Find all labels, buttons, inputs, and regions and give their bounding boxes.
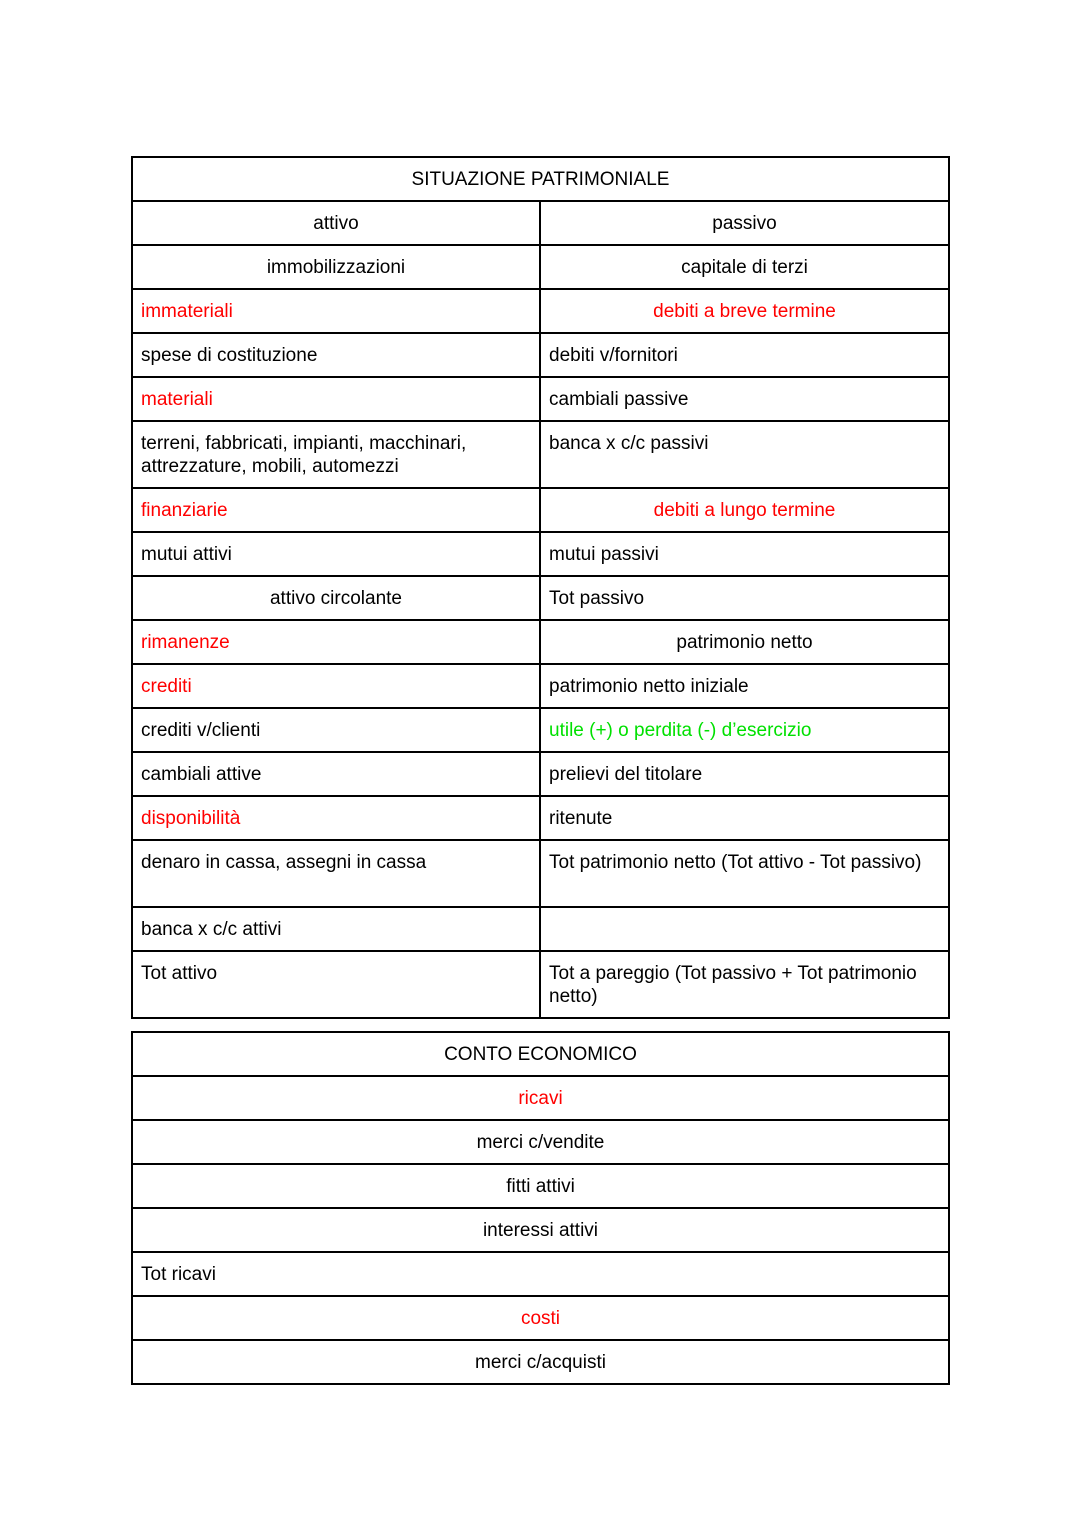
table-cell: ricavi <box>132 1076 949 1120</box>
table-row <box>132 1032 949 1076</box>
table-row <box>132 488 949 532</box>
table-cell: ritenute <box>540 796 949 840</box>
table-row <box>132 796 949 840</box>
table-cell: Tot ricavi <box>132 1252 949 1296</box>
table-cell: banca x c/c passivi <box>540 421 949 488</box>
table-row <box>132 1120 949 1164</box>
table-cell: fitti attivi <box>132 1164 949 1208</box>
table-row <box>132 1252 949 1296</box>
table-cell: prelievi del titolare <box>540 752 949 796</box>
table-row <box>132 421 949 488</box>
table-cell: immobilizzazioni <box>132 245 540 289</box>
table-row <box>132 289 949 333</box>
table-cell: patrimonio netto iniziale <box>540 664 949 708</box>
table-cell: Tot passivo <box>540 576 949 620</box>
table-cell: patrimonio netto <box>540 620 949 664</box>
table-row <box>132 907 949 951</box>
table-cell: finanziarie <box>132 488 540 532</box>
table-row <box>132 752 949 796</box>
table-row <box>132 1340 949 1384</box>
table-cell <box>540 907 949 951</box>
table-cell: immateriali <box>132 289 540 333</box>
table-row <box>132 157 949 201</box>
table-cell: crediti <box>132 664 540 708</box>
table-row <box>132 245 949 289</box>
table-cell: rimanenze <box>132 620 540 664</box>
table-cell: cambiali passive <box>540 377 949 421</box>
table-row <box>132 664 949 708</box>
table-cell: Tot a pareggio (Tot passivo + Tot patrimonio netto) <box>540 951 949 1018</box>
column-header-passivo: passivo <box>540 201 949 245</box>
table-row <box>132 840 949 907</box>
situazione-patrimoniale-table <box>131 156 950 1019</box>
table-row <box>132 333 949 377</box>
table-title: CONTO ECONOMICO <box>132 1032 949 1076</box>
table-row <box>132 1164 949 1208</box>
table-title: SITUAZIONE PATRIMONIALE <box>132 157 949 201</box>
table-cell: crediti v/clienti <box>132 708 540 752</box>
column-header-attivo: attivo <box>132 201 540 245</box>
table-cell: attivo circolante <box>132 576 540 620</box>
table-row <box>132 1208 949 1252</box>
table-row <box>132 576 949 620</box>
table-row <box>132 201 949 245</box>
table-cell: debiti a breve termine <box>540 289 949 333</box>
table-row <box>132 532 949 576</box>
table-cell: denaro in cassa, assegni in cassa <box>132 840 540 907</box>
table-row <box>132 377 949 421</box>
table-cell: Tot attivo <box>132 951 540 1018</box>
table-cell: debiti v/fornitori <box>540 333 949 377</box>
conto-economico-table <box>131 1031 950 1385</box>
table-row <box>132 1296 949 1340</box>
table-cell: costi <box>132 1296 949 1340</box>
table-cell: terreni, fabbricati, impianti, macchinari, attrezzature, mobili, automezzi <box>132 421 540 488</box>
table-cell: mutui passivi <box>540 532 949 576</box>
table-cell: utile (+) o perdita (-) d’esercizio <box>540 708 949 752</box>
table-cell: capitale di terzi <box>540 245 949 289</box>
table-cell: merci c/acquisti <box>132 1340 949 1384</box>
table-cell: spese di costituzione <box>132 333 540 377</box>
table-cell: cambiali attive <box>132 752 540 796</box>
table-row <box>132 1076 949 1120</box>
table-row <box>132 708 949 752</box>
table-cell: Tot patrimonio netto (Tot attivo - Tot passivo) <box>540 840 949 907</box>
table-cell: interessi attivi <box>132 1208 949 1252</box>
table-cell: materiali <box>132 377 540 421</box>
table-cell: mutui attivi <box>132 532 540 576</box>
table-row <box>132 951 949 1018</box>
table-row <box>132 620 949 664</box>
table-cell: debiti a lungo termine <box>540 488 949 532</box>
table-cell: merci c/vendite <box>132 1120 949 1164</box>
table-cell: disponibilità <box>132 796 540 840</box>
table-cell: banca x c/c attivi <box>132 907 540 951</box>
